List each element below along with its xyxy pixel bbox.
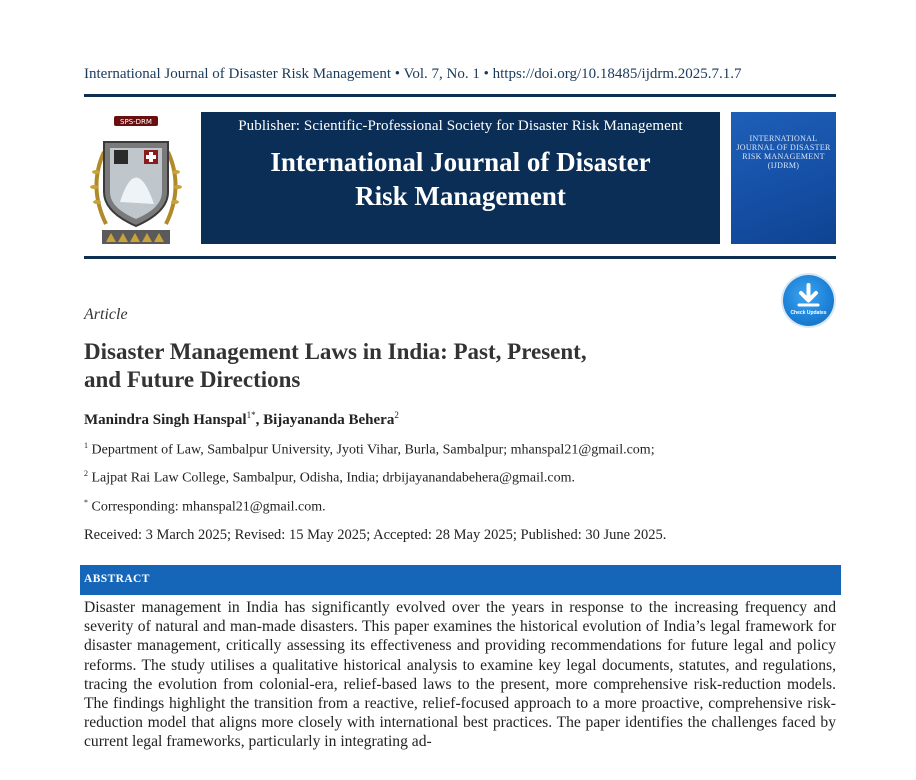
- check-for-updates-button[interactable]: [783, 275, 834, 326]
- affiliation-1-mark: 1: [84, 441, 88, 450]
- journal-title: [201, 145, 720, 213]
- abstract-heading: ABSTRACT: [84, 573, 150, 585]
- affiliation-2: [84, 469, 575, 487]
- publisher-line: Publisher: Scientific-Professional Society for Disaster Risk Management: [238, 118, 683, 134]
- check-updates-label: Check Updates: [790, 310, 827, 316]
- journal-banner: [201, 112, 720, 244]
- journal-header-line: International Journal of Disaster Risk Management • Vol. 7, No. 1 • https://doi.org/10.18485/ijdrm.2025.7.1.7: [84, 66, 742, 82]
- author-2-affiliation-mark: 2: [394, 410, 399, 420]
- article-type: Article: [84, 306, 128, 323]
- paper-title: [84, 338, 704, 394]
- author-separator: ,: [255, 412, 264, 428]
- affiliation-1-text: Department of Law, Sambalpur University, Jyoti Vihar, Burla, Sambalpur; mhanspal21@gmail.com;: [88, 442, 655, 458]
- paper-title-line-1: Disaster Management Laws in India: Past, Present,: [84, 339, 587, 364]
- download-arrow-icon: [796, 283, 821, 309]
- author-1-affiliation-mark: 1*: [246, 410, 256, 420]
- author-list: [84, 410, 399, 429]
- affiliation-1: [84, 441, 655, 459]
- author-1: Manindra Singh Hanspal: [84, 412, 247, 428]
- corresponding-author: [84, 498, 326, 516]
- header-rule-top: [84, 94, 836, 97]
- affiliation-2-text: Lajpat Rai Law College, Sambalpur, Odisha, India; drbijayanandabehera@gmail.com.: [88, 470, 576, 486]
- journal-cover-thumbnail: [731, 112, 836, 244]
- cover-title: INTERNATIONAL JOURNAL OF DISASTER RISK MANAGEMENT (IJDRM): [736, 134, 831, 170]
- paper-title-line-2: and Future Directions: [84, 367, 301, 392]
- author-2: Bijayananda Behera: [263, 412, 395, 428]
- abstract-heading-bar: [80, 565, 841, 595]
- journal-title-line-2: Risk Management: [355, 181, 566, 211]
- publication-dates: Received: 3 March 2025; Revised: 15 May 2025; Accepted: 28 May 2025; Published: 30 June 2025.: [84, 527, 667, 543]
- logo-badge-text: SPS-DRM: [120, 118, 152, 126]
- corresponding-text: Corresponding: mhanspal21@gmail.com.: [88, 499, 326, 515]
- society-logo: [84, 112, 188, 246]
- abstract-text: Disaster management in India has significantly evolved over the years in response to the increasing frequency and severity of natural and man-made disasters. This paper examines the historical evolution of India’s legal framework for disaster management, critically assessing its effectiveness and providing recommendations for future legal and policy reforms. The study utilises a qualitative historical analysis to examine key legal documents, statutes, and regulations, tracing the evolution from colonial-era, relief-based laws to the present, more comprehensive risk-reduction models. The findings highlight the transition from a reactive, relief-focused approach to a more proactive, comprehensive risk-reduction model that aligns more closely with international best practices. The paper identifies the challenges faced by current legal frameworks, particularly in integrating ad-: [84, 599, 836, 751]
- header-rule-bottom: [84, 256, 836, 259]
- corresponding-mark: *: [84, 498, 88, 507]
- affiliation-2-mark: 2: [84, 469, 88, 478]
- journal-title-line-1: International Journal of Disaster: [270, 147, 651, 177]
